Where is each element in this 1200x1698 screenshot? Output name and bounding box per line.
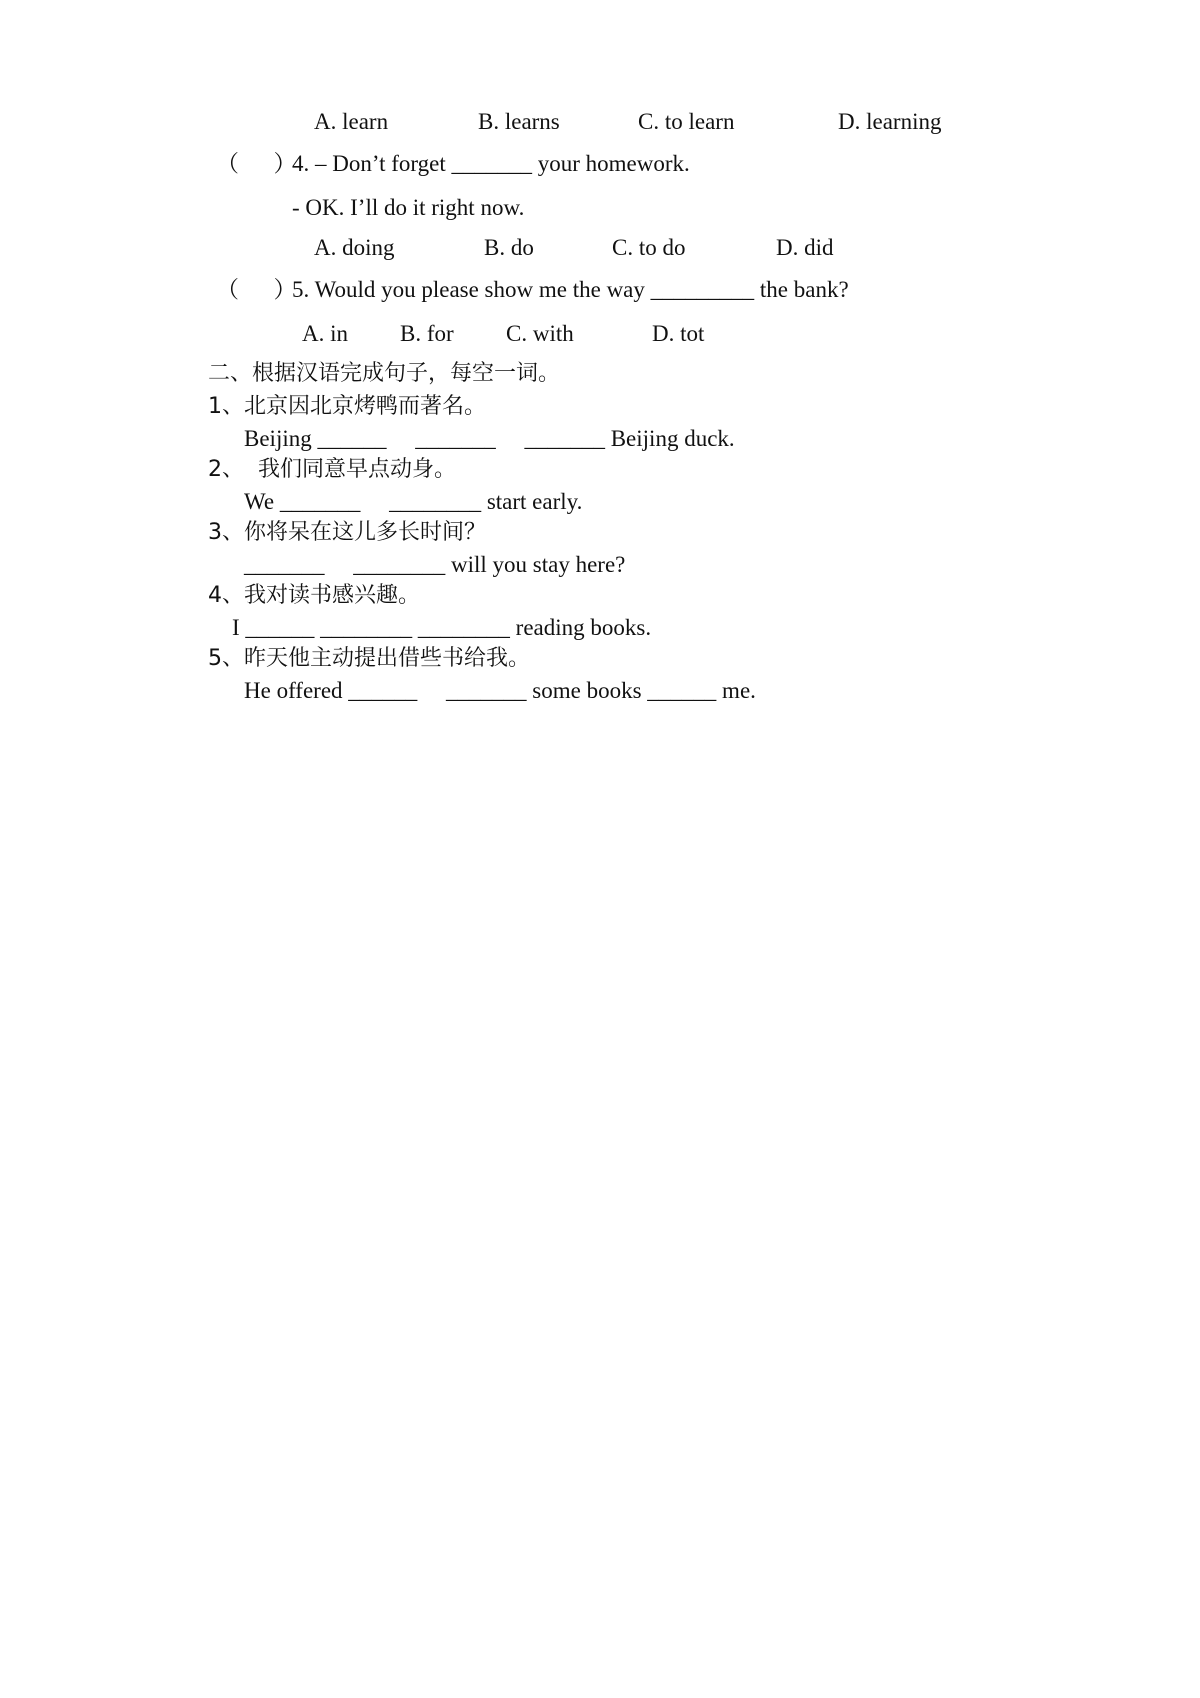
q4-answer-paren: （ ） — [216, 151, 297, 176]
q5-option-b: B. for — [400, 321, 454, 346]
q5-option-a: A. in — [302, 321, 348, 346]
s2-item2-chinese: 2、 我们同意早点动身。 — [208, 457, 456, 482]
s2-item5-chinese: 5、昨天他主动提出借些书给我。 — [208, 646, 530, 671]
q5-option-d: D. tot — [652, 321, 705, 346]
s2-item5-english: He offered ______ _______ some books ______ me. — [244, 678, 756, 703]
s2-item3-english: _______ ________ will you stay here? — [244, 552, 626, 577]
s2-item4-english: I ______ ________ ________ reading books. — [232, 615, 652, 640]
q3-option-d: D. learning — [838, 109, 942, 134]
q4-option-a: A. doing — [314, 235, 395, 260]
q3-option-b: B. learns — [478, 109, 560, 134]
q4-option-c: C. to do — [612, 235, 686, 260]
section2-heading: 二、根据汉语完成句子，每空一词。 — [208, 361, 561, 386]
s2-item1-english: Beijing ______ _______ _______ Beijing duck. — [244, 426, 735, 451]
s2-item2-english: We _______ ________ start early. — [244, 489, 583, 514]
q4-option-d: D. did — [776, 235, 834, 260]
q4-option-b: B. do — [484, 235, 534, 260]
s2-item3-chinese: 3、你将呆在这儿多长时间？ — [208, 520, 486, 545]
s2-item4-chinese: 4、我对读书感兴趣。 — [208, 583, 420, 608]
q3-option-a: A. learn — [314, 109, 389, 134]
q5-option-c: C. with — [506, 321, 574, 346]
s2-item1-chinese: 1、北京因北京烤鸭而著名。 — [208, 394, 486, 419]
q5-stem: 5. Would you please show me the way _________ the bank? — [292, 277, 849, 302]
q4-stem: 4. – Don’t forget _______ your homework. — [292, 151, 690, 176]
q5-answer-paren: （ ） — [216, 277, 297, 302]
q4-reply: - OK. I’ll do it right now. — [292, 195, 525, 220]
q3-option-c: C. to learn — [638, 109, 735, 134]
